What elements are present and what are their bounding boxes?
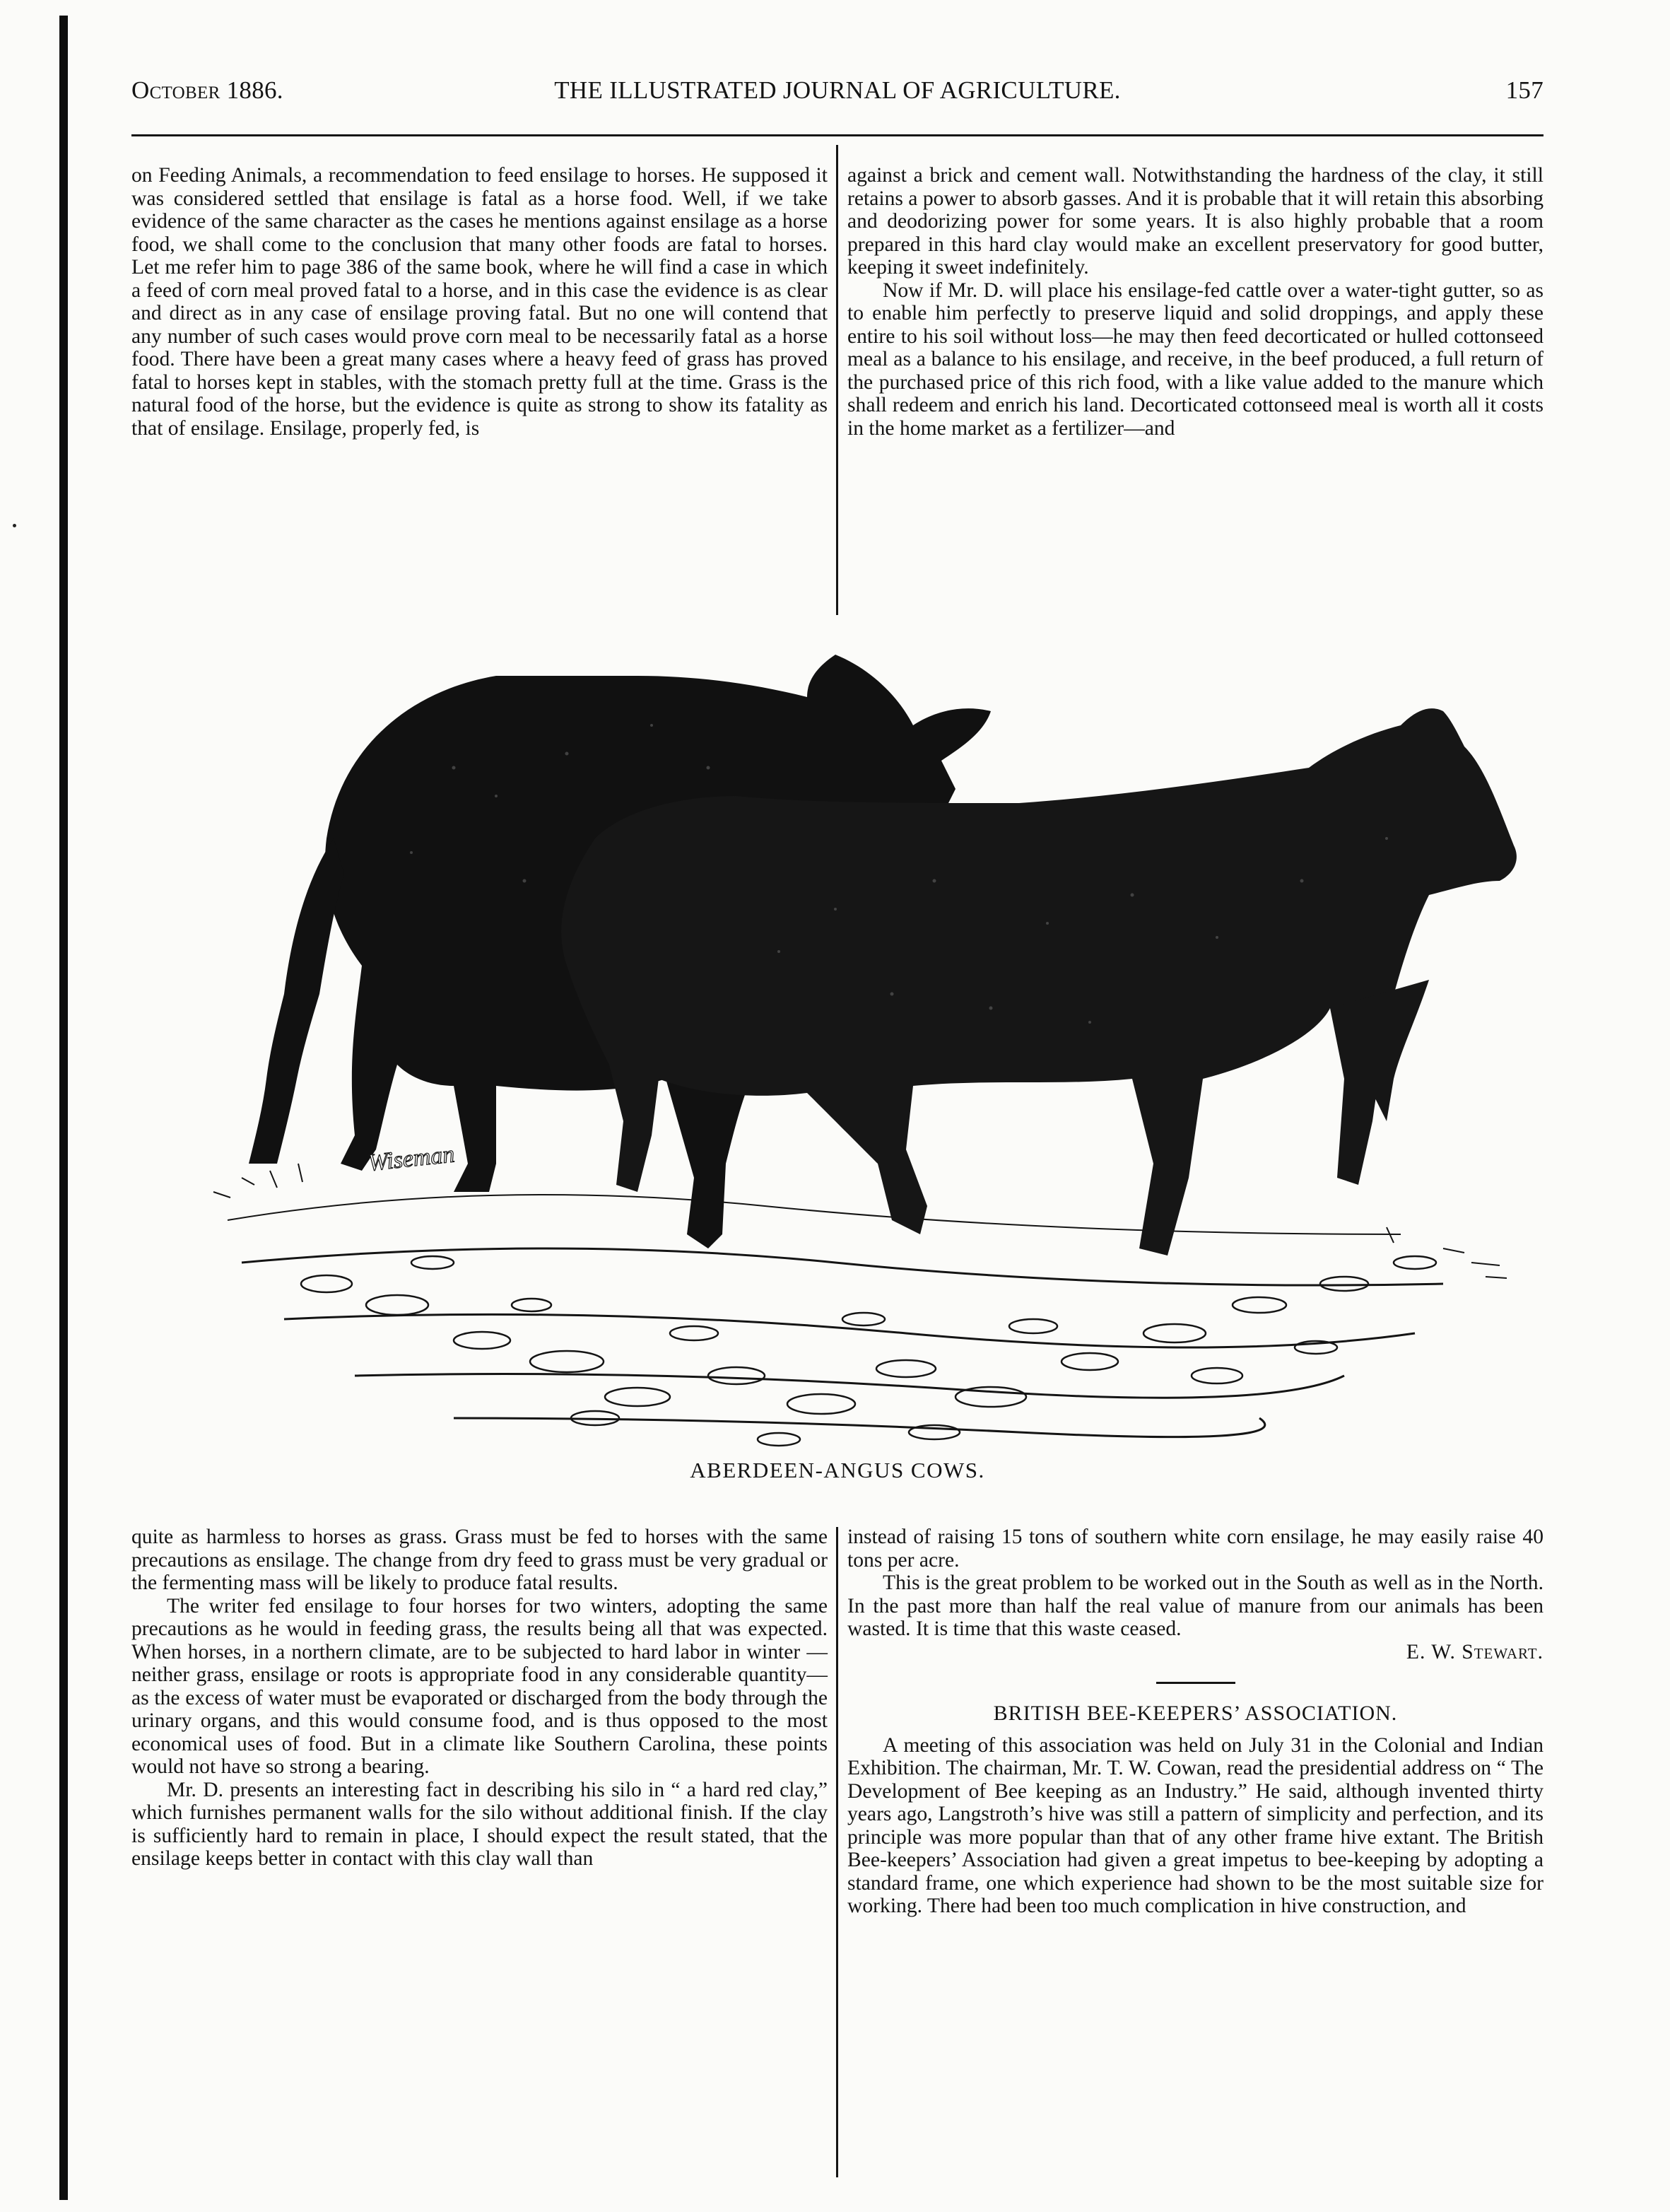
author-signature-line [847, 1641, 1543, 1664]
margin-speck [13, 524, 16, 527]
column-divider-top [836, 145, 838, 615]
paragraph: This is the great problem to be worked out in the South as well as in the North. In the past more than half the real value of manure from our animals has been wasted. It is time that this waste ceased. [847, 1572, 1543, 1640]
paragraph: instead of raising 15 tons of southern white corn ensilage, he may easily raise 40 tons per acre. [847, 1526, 1543, 1572]
column-divider-bottom [836, 1527, 838, 2177]
section-separator [1156, 1682, 1235, 1684]
aberdeen-angus-cows-engraving [199, 626, 1528, 1461]
engraver-signature: Wiseman [366, 1141, 456, 1176]
illustration-caption: ABERDEEN-ANGUS COWS. [690, 1458, 985, 1482]
paragraph: A meeting of this association was held on July 31 in the Colonial and Indian Exhibition. The chairman, Mr. T. W. Cowan, read the presidential address on “ The Development of Bee keeping as an Industry.” He said, although invented thirty years ago, Langstroth’s hive was still a pattern of simplicity and perfection, and its principle was more popular than that of any other frame hive extant. The British Bee-keepers’ Association had given a great impetus to bee-keeping by adopting a standard frame, one which experience had shown to be the most suitable size for working. There had been too much complication in hive construction, and [847, 1733, 1543, 1917]
author-signature: E. W. Stewart. [1406, 1640, 1543, 1663]
column-top-right [847, 164, 1543, 616]
section-heading: BRITISH BEE-KEEPERS’ ASSOCIATION. [993, 1702, 1398, 1725]
binding-edge-rule [59, 16, 68, 2200]
paragraph: Mr. D. presents an interesting fact in describing his silo in “ a hard red clay,” which furnishes permanent walls for the silo without additional finish. If the clay is sufficiently hard to remain in place, I should expect the result stated, that the ensilage keeps better in contact with this clay wall than [131, 1778, 828, 1870]
paragraph: Now if Mr. D. will place his ensilage-fed cattle over a water-tight gutter, so as to enable him perfectly to preserve liquid and solid droppings, and apply these entire to his soil without loss—he may then feed decorticated or hulled cottonseed meal as a balance to his ensilage, and receive, in the beef produced, a full return of the purchased price of this rich food, with a like value added to the manure which shall redeem and enrich his land. Decorticated cottonseed meal is worth all it costs in the home market as a fertilizer—and [847, 279, 1543, 440]
ground [213, 1164, 1507, 1446]
column-bottom-right [847, 1526, 1543, 2176]
column-bottom-left [131, 1526, 828, 2176]
page-number: 157 [1505, 76, 1543, 104]
column-top-left [131, 164, 828, 616]
paragraph: against a brick and cement wall. Notwithstanding the hardness of the clay, it still retains a power to absorb gasses. And it is probable that it will retain this absorbing and deodorizing power for some years. It is also highly probable that a room prepared in this hard clay would make an excellent preservatory for good butter, keeping it sweet indefinitely. [847, 164, 1543, 279]
paragraph: on Feeding Animals, a recommendation to feed ensilage to horses. He supposed it was considered settled that ensilage is fatal as a horse food. Well, if we take evidence of the same character as the cases he mentions against ensilage as a horse food, we shall come to the conclusion that many other foods are fatal to horses. Let me refer him to page 386 of the same book, where he will find a case in which a feed of corn meal proved fatal to a horse, and in this case the evidence is as clear and direct as in any case of ensilage proving fatal. But no one will contend that any number of such cases would prove corn meal to be necessarily fatal as a horse food. There have been a great many cases where a heavy feed of grass has proved fatal to horses kept in stables, with the stomach pretty full at the time. Grass is the natural food of the horse, but the evidence is quite as strong to show its fatality as that of ensilage. Ensilage, properly fed, is [131, 164, 828, 440]
journal-title: THE ILLUSTRATED JOURNAL OF AGRICULTURE. [554, 76, 1121, 104]
header-rule [131, 134, 1543, 136]
issue-date: October 1886. [131, 76, 283, 104]
paragraph: quite as harmless to horses as grass. Grass must be fed to horses with the same precautions as ensilage. The change from dry feed to grass must be very gradual or the fermenting mass will be likely to produce fatal results. [131, 1526, 828, 1594]
paragraph: The writer fed ensilage to four horses for two winters, adopting the same precautions as he would in feeding grass, the results being all that was expected. When horses, in a northern climate, are to be subjected to hard labor in winter —neither grass, ensilage or roots is appropriate food in any considerable quantity—as the excess of water must be evaporated or discharged from the body through the urinary organs, and this would consume food, and is thus opposed to the most economical uses of food. But in a climate like Southern Carolina, these points would not have so strong a bearing. [131, 1594, 828, 1778]
running-head [131, 76, 1543, 112]
